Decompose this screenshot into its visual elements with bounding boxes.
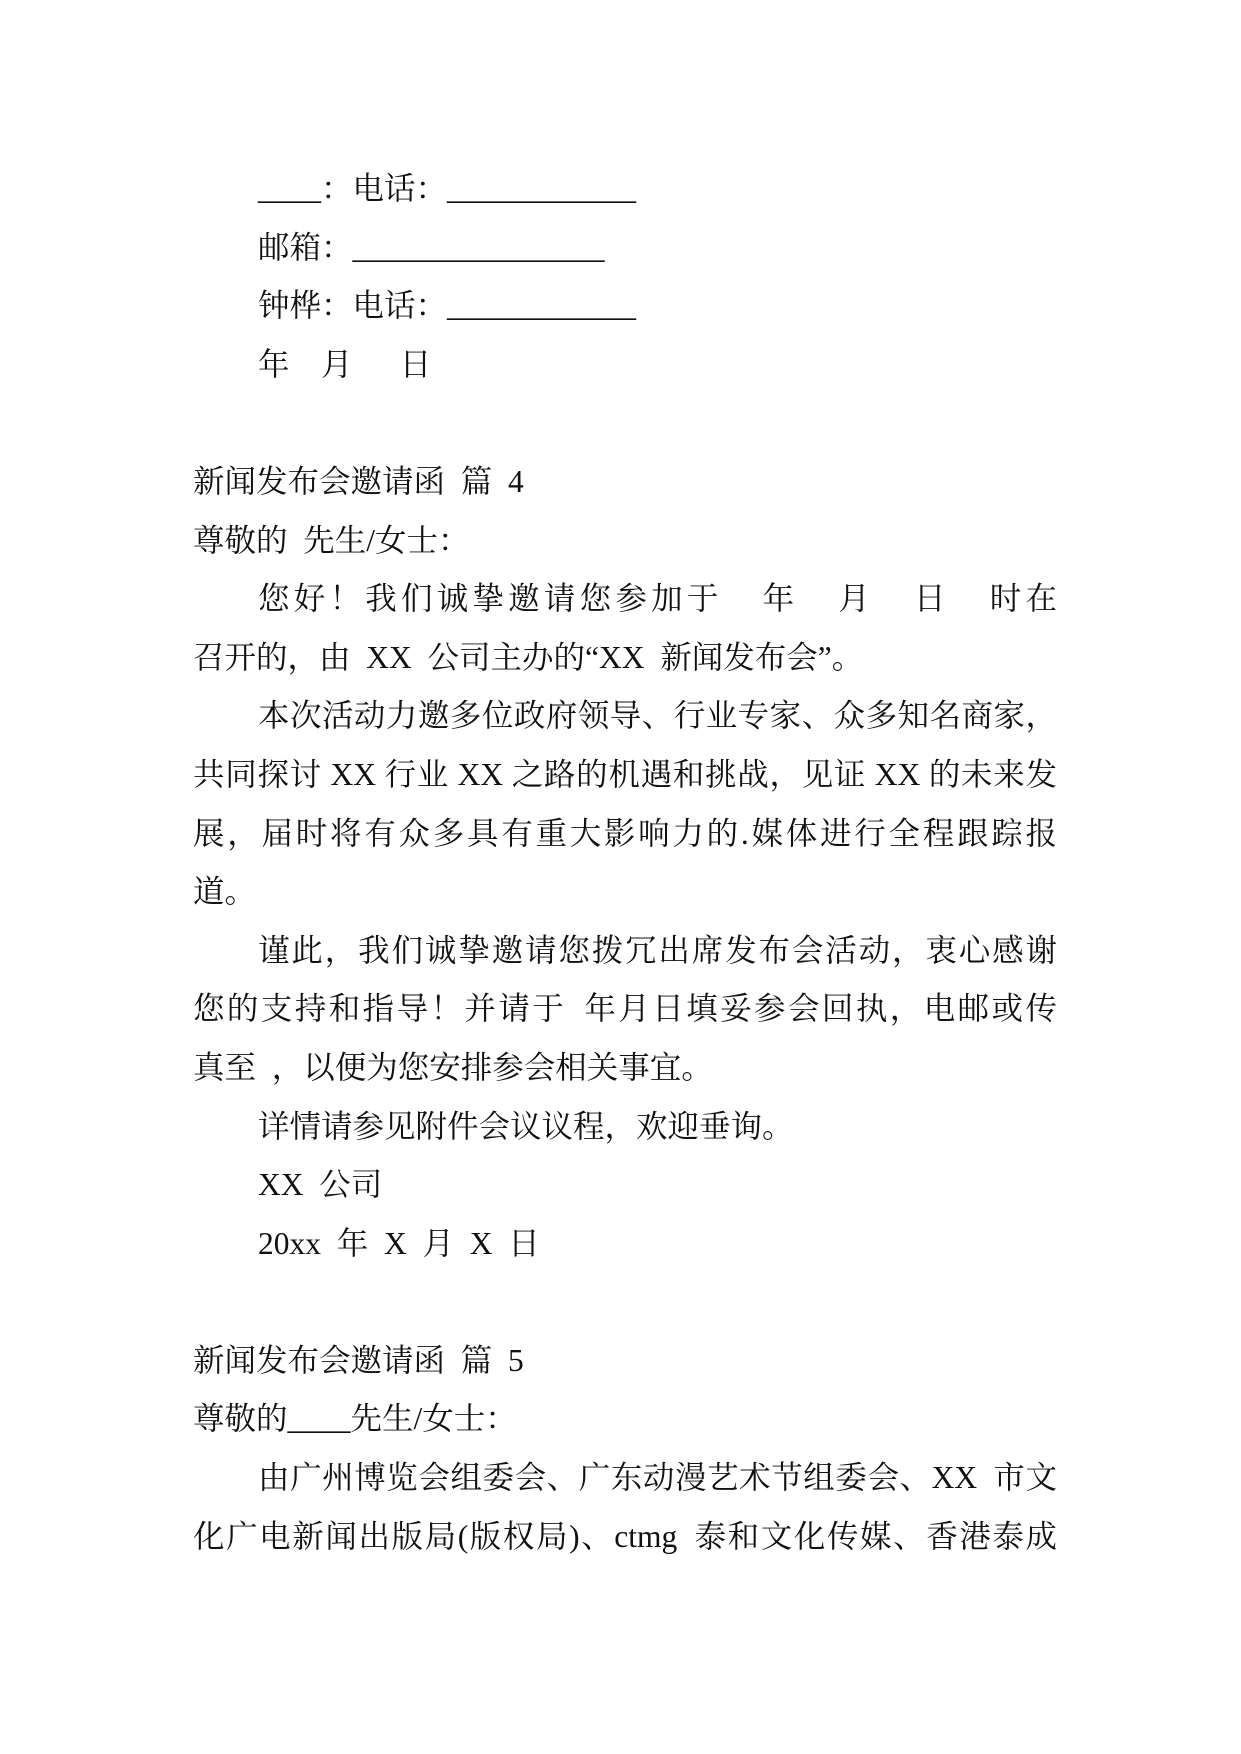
paragraph-line: 由广州博览会组委会、广东动漫艺术节组委会、XX 市文 <box>258 1460 1057 1496</box>
letter-date: 20xx 年 X 月 X 日 <box>258 1225 540 1261</box>
contact-phone-line: 钟桦：电话：____________ <box>258 288 637 324</box>
paragraph-line: 您的支持和指导！并请于 年月日填妥参会回执，电邮或传 <box>193 991 1057 1027</box>
paragraph-line: 展，届时将有众多具有重大影响力的.媒体进行全程跟踪报 <box>193 815 1057 851</box>
letter-title: 新闻发布会邀请函 篇 4 <box>193 463 524 499</box>
contact-block <box>193 160 1057 394</box>
contact-email-line: 邮箱：________________ <box>258 229 605 265</box>
letter-4 <box>193 453 1057 1273</box>
blank-line <box>193 394 1057 453</box>
letter-title: 新闻发布会邀请函 篇 5 <box>193 1342 524 1378</box>
blank-line <box>193 1273 1057 1332</box>
paragraph-line: 本次活动力邀多位政府领导、行业专家、众多知名商家， <box>258 698 1057 734</box>
paragraph-line: 召开的，由 XX 公司主办的“XX 新闻发布会”。 <box>193 639 864 675</box>
paragraph-line: 共同探讨 XX 行业 XX 之路的机遇和挑战，见证 XX 的未来发 <box>193 756 1057 792</box>
letter-5 <box>193 1332 1057 1566</box>
letter-closing-line: 详情请参见附件会议议程，欢迎垂询。 <box>258 1108 794 1144</box>
letter-salutation: 尊敬的 先生/女士： <box>193 522 470 558</box>
letter-salutation: 尊敬的____先生/女士： <box>193 1401 517 1437</box>
document-body <box>193 160 1057 1566</box>
contact-phone-line: ____：电话：____________ <box>258 171 637 206</box>
paragraph-line: 您好！我们诚挚邀请您参加于 年 月 日 时在 <box>258 581 1057 617</box>
paragraph-line: 谨此，我们诚挚邀请您拨冗出席发布会活动，衷心感谢 <box>258 932 1057 968</box>
paragraph-line: 真至 ，以便为您安排参会相关事宜。 <box>193 1049 713 1085</box>
contact-date-line: 年 月 日 <box>258 346 432 382</box>
letter-signature: XX 公司 <box>258 1167 383 1203</box>
paragraph-line: 化广电新闻出版局(版权局)、ctmg 泰和文化传媒、香港泰成 <box>193 1518 1057 1554</box>
paragraph-line: 道。 <box>193 874 257 910</box>
